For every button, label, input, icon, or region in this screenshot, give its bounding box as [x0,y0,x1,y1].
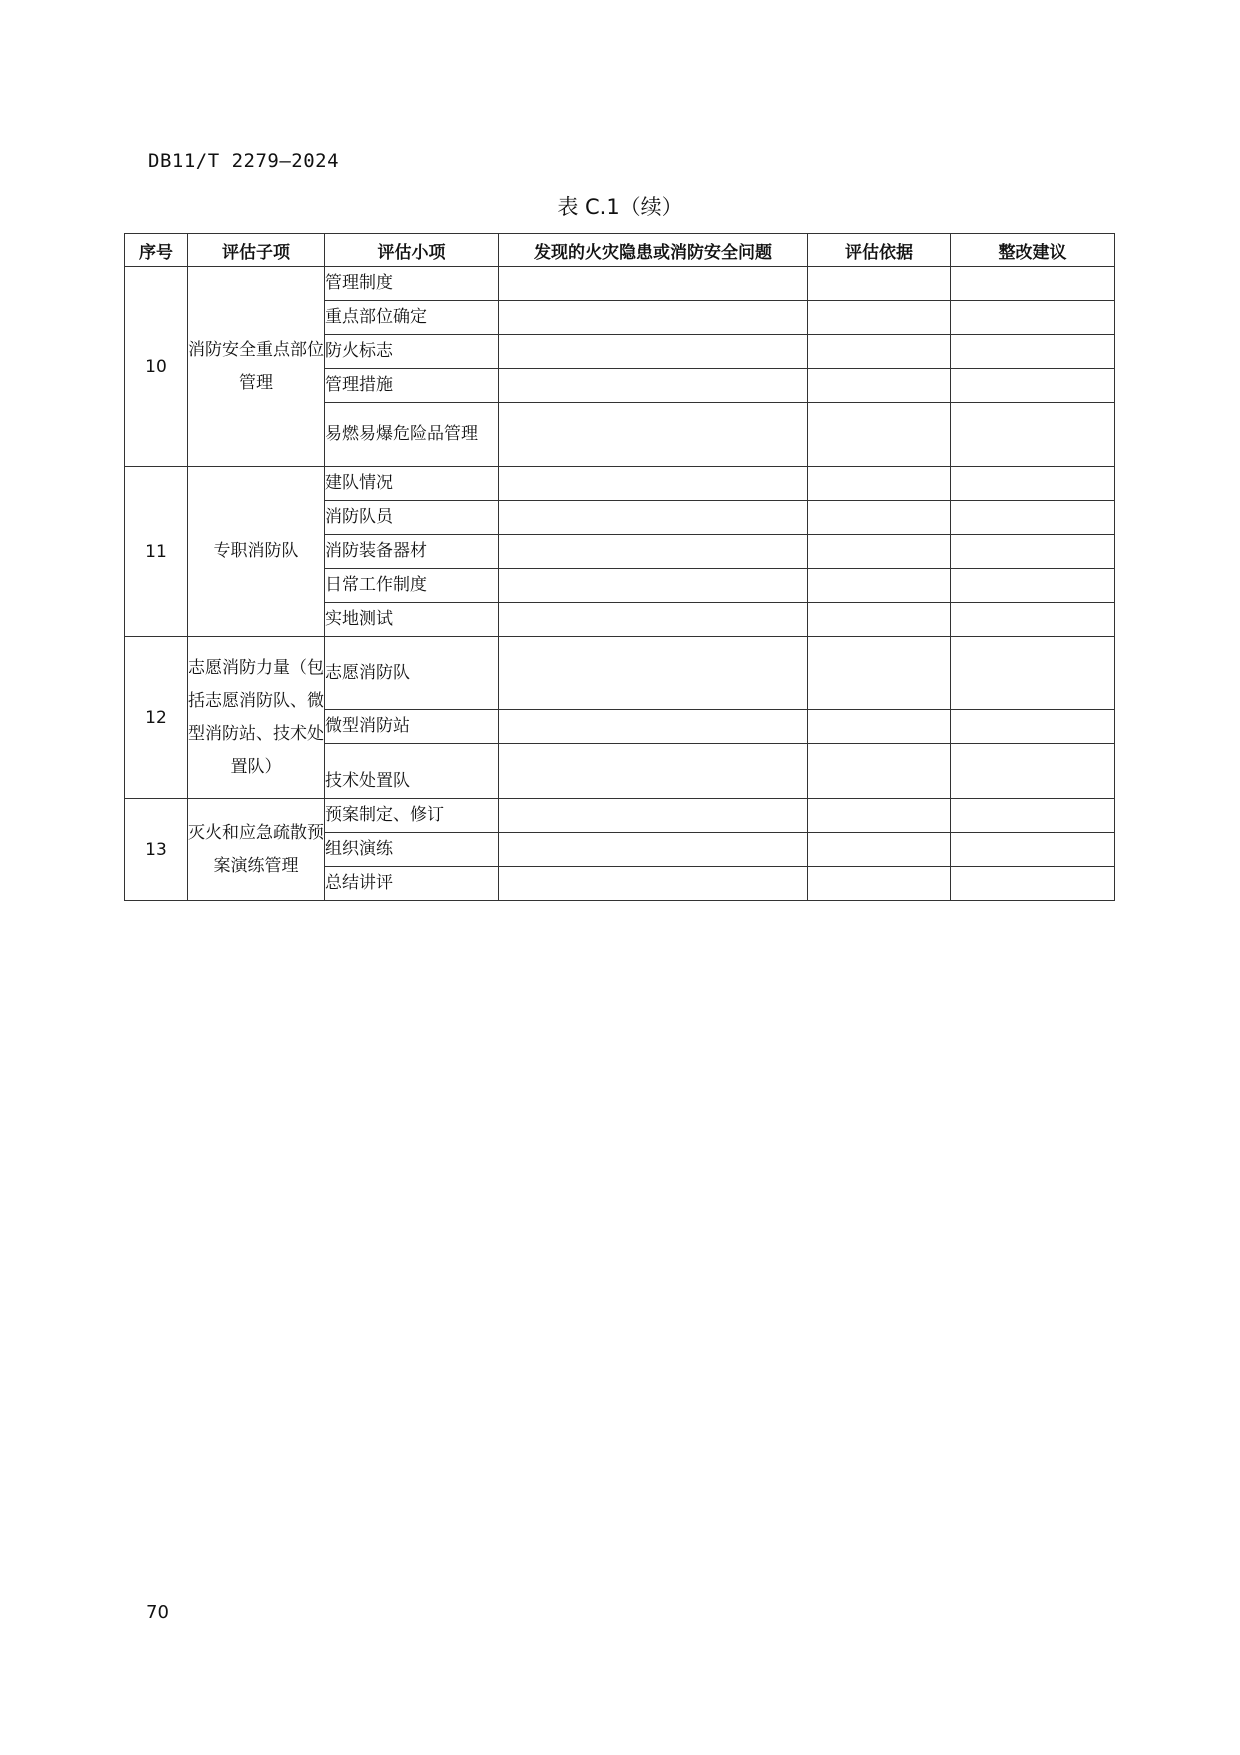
column-header-suggestion: 整改建议 [951,234,1115,267]
suggestion-cell [951,267,1115,301]
item-cell: 志愿消防队 [325,637,499,710]
item-cell: 组织演练 [325,833,499,867]
suggestion-cell [951,335,1115,369]
item-cell: 消防装备器材 [325,535,499,569]
item-cell: 总结讲评 [325,867,499,901]
column-header-seq: 序号 [125,234,188,267]
item-cell: 消防队员 [325,501,499,535]
issues-cell [499,267,808,301]
seq-cell: 11 [125,467,188,637]
issues-cell [499,569,808,603]
basis-cell [808,603,951,637]
issues-cell [499,467,808,501]
column-header-basis: 评估依据 [808,234,951,267]
suggestion-cell [951,833,1115,867]
suggestion-cell [951,710,1115,744]
basis-cell [808,710,951,744]
item-cell: 管理制度 [325,267,499,301]
suggestion-cell [951,467,1115,501]
basis-cell [808,301,951,335]
issues-cell [499,535,808,569]
suggestion-cell [951,535,1115,569]
item-cell: 易燃易爆危险品管理 [325,403,499,467]
issues-cell [499,335,808,369]
item-cell: 预案制定、修订 [325,799,499,833]
seq-cell: 10 [125,267,188,467]
item-cell: 防火标志 [325,335,499,369]
suggestion-cell [951,637,1115,710]
issues-cell [499,799,808,833]
item-cell: 重点部位确定 [325,301,499,335]
basis-cell [808,744,951,799]
subitem-cell: 灭火和应急疏散预案演练管理 [188,799,325,901]
subitem-cell: 专职消防队 [188,467,325,637]
column-header-issues: 发现的火灾隐患或消防安全问题 [499,234,808,267]
suggestion-cell [951,799,1115,833]
subitem-cell: 消防安全重点部位管理 [188,267,325,467]
seq-cell: 13 [125,799,188,901]
document-code: DB11/T 2279—2024 [148,150,340,172]
item-cell: 日常工作制度 [325,569,499,603]
basis-cell [808,267,951,301]
basis-cell [808,403,951,467]
basis-cell [808,833,951,867]
basis-cell [808,501,951,535]
basis-cell [808,867,951,901]
table-row [125,267,1115,301]
table-caption: 表 C.1（续） [557,195,683,219]
issues-cell [499,603,808,637]
suggestion-cell [951,403,1115,467]
basis-cell [808,467,951,501]
assessment-table [124,233,1115,901]
table-row [125,467,1115,501]
subitem-cell: 志愿消防力量（包括志愿消防队、微型消防站、技术处置队） [188,637,325,799]
issues-cell [499,867,808,901]
table-row [125,637,1115,710]
item-cell: 实地测试 [325,603,499,637]
basis-cell [808,637,951,710]
issues-cell [499,637,808,710]
item-cell: 技术处置队 [325,744,499,799]
issues-cell [499,501,808,535]
basis-cell [808,369,951,403]
item-cell: 建队情况 [325,467,499,501]
table-header-row [125,234,1115,267]
basis-cell [808,799,951,833]
basis-cell [808,335,951,369]
column-header-subitem: 评估子项 [188,234,325,267]
suggestion-cell [951,569,1115,603]
issues-cell [499,833,808,867]
seq-cell: 12 [125,637,188,799]
issues-cell [499,369,808,403]
item-cell: 管理措施 [325,369,499,403]
suggestion-cell [951,867,1115,901]
item-cell: 微型消防站 [325,710,499,744]
column-header-item: 评估小项 [325,234,499,267]
table-row [125,799,1115,833]
issues-cell [499,710,808,744]
issues-cell [499,744,808,799]
page-number: 70 [146,1602,169,1623]
suggestion-cell [951,744,1115,799]
suggestion-cell [951,369,1115,403]
suggestion-cell [951,603,1115,637]
suggestion-cell [951,501,1115,535]
suggestion-cell [951,301,1115,335]
issues-cell [499,301,808,335]
basis-cell [808,569,951,603]
basis-cell [808,535,951,569]
issues-cell [499,403,808,467]
